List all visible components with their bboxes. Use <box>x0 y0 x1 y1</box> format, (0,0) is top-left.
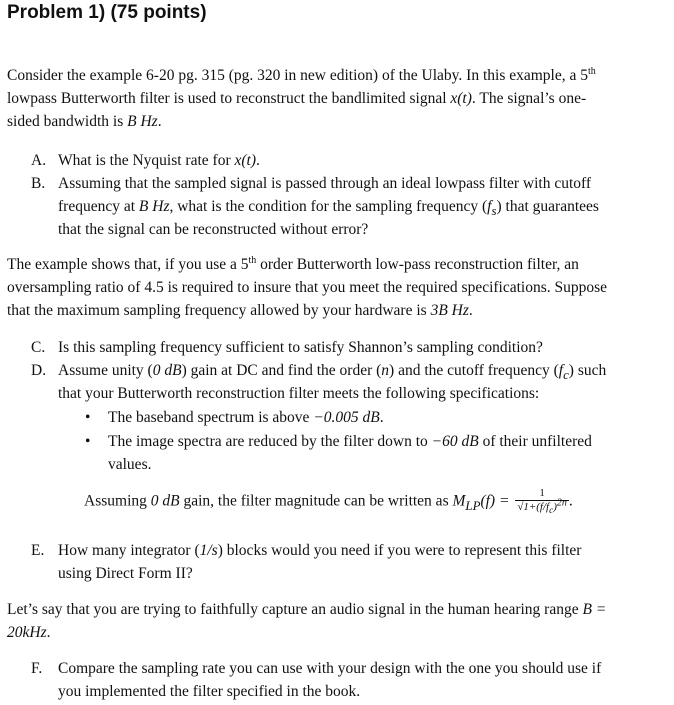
bullet-icon: • <box>85 433 91 450</box>
intro-paragraph: Consider the example 6-20 pg. 315 (pg. 320 in new edition) of the Ulaby. In this example, a 5th lowpass Butterworth filter is used to reconstruct the bandlimited signal x(t). The signal’s one- sided bandwidth is B Hz. <box>7 65 596 130</box>
question-d-line2: that your Butterworth reconstruction filter meets the following specifications: <box>58 385 540 402</box>
filter-magnitude-equation: Assuming 0 dB gain, the filter magnitude can be written as $M_{LP}(f)$ = $\frac{1}{√1+(f/f_c)^{2n}}$ . <box>84 487 573 516</box>
question-c: C. Is this sampling frequency sufficient to satisfy Shannon’s sampling condition? <box>31 339 543 356</box>
question-b: B. Assuming that the sampled signal is passed through an ideal lowpass filter with cutoff <box>31 175 592 192</box>
spec-bullet-2-line2: values. <box>108 456 152 473</box>
question-b-line2: frequency at B Hz, what is the condition for the sampling frequency $(f_s)$ that guarantees <box>58 198 599 219</box>
question-a: A. What is the Nyquist rate for x(t). <box>31 152 260 169</box>
bullet-icon: • <box>85 409 91 426</box>
equation-fraction: $\frac{1}{√1+(f/f_c)^{2n}}$ <box>517 487 567 516</box>
question-e-line2: using Direct Form II? <box>58 565 193 582</box>
question-d: D. Assume unity (0 dB) gain at DC and find the order (n) and the cutoff frequency $(f_c)$ such <box>31 362 607 383</box>
question-f: F. Compare the sampling rate you can use with your design with the one you should use if <box>31 660 602 677</box>
example-paragraph: The example shows that, if you use a 5th order Butterworth low-pass reconstruction filter, an oversampling ratio of 4.5 is required to insure that you meet the required specifications. Suppose that the maximum sampling frequency allowed by your hardware is 3B Hz. <box>7 254 608 319</box>
question-f-line2: you implemented the filter specified in the book. <box>58 683 361 700</box>
question-b-line3: that the signal can be reconstructed without error? <box>58 221 369 238</box>
audio-paragraph: Let’s say that you are trying to faithfully capture an audio signal in the human hearing range B = 20kHz. <box>7 601 607 641</box>
question-e: E. How many integrator (1/s) blocks would you need if you were to represent this filter <box>31 542 582 559</box>
problem-title: Problem 1) (75 points) <box>7 2 207 23</box>
